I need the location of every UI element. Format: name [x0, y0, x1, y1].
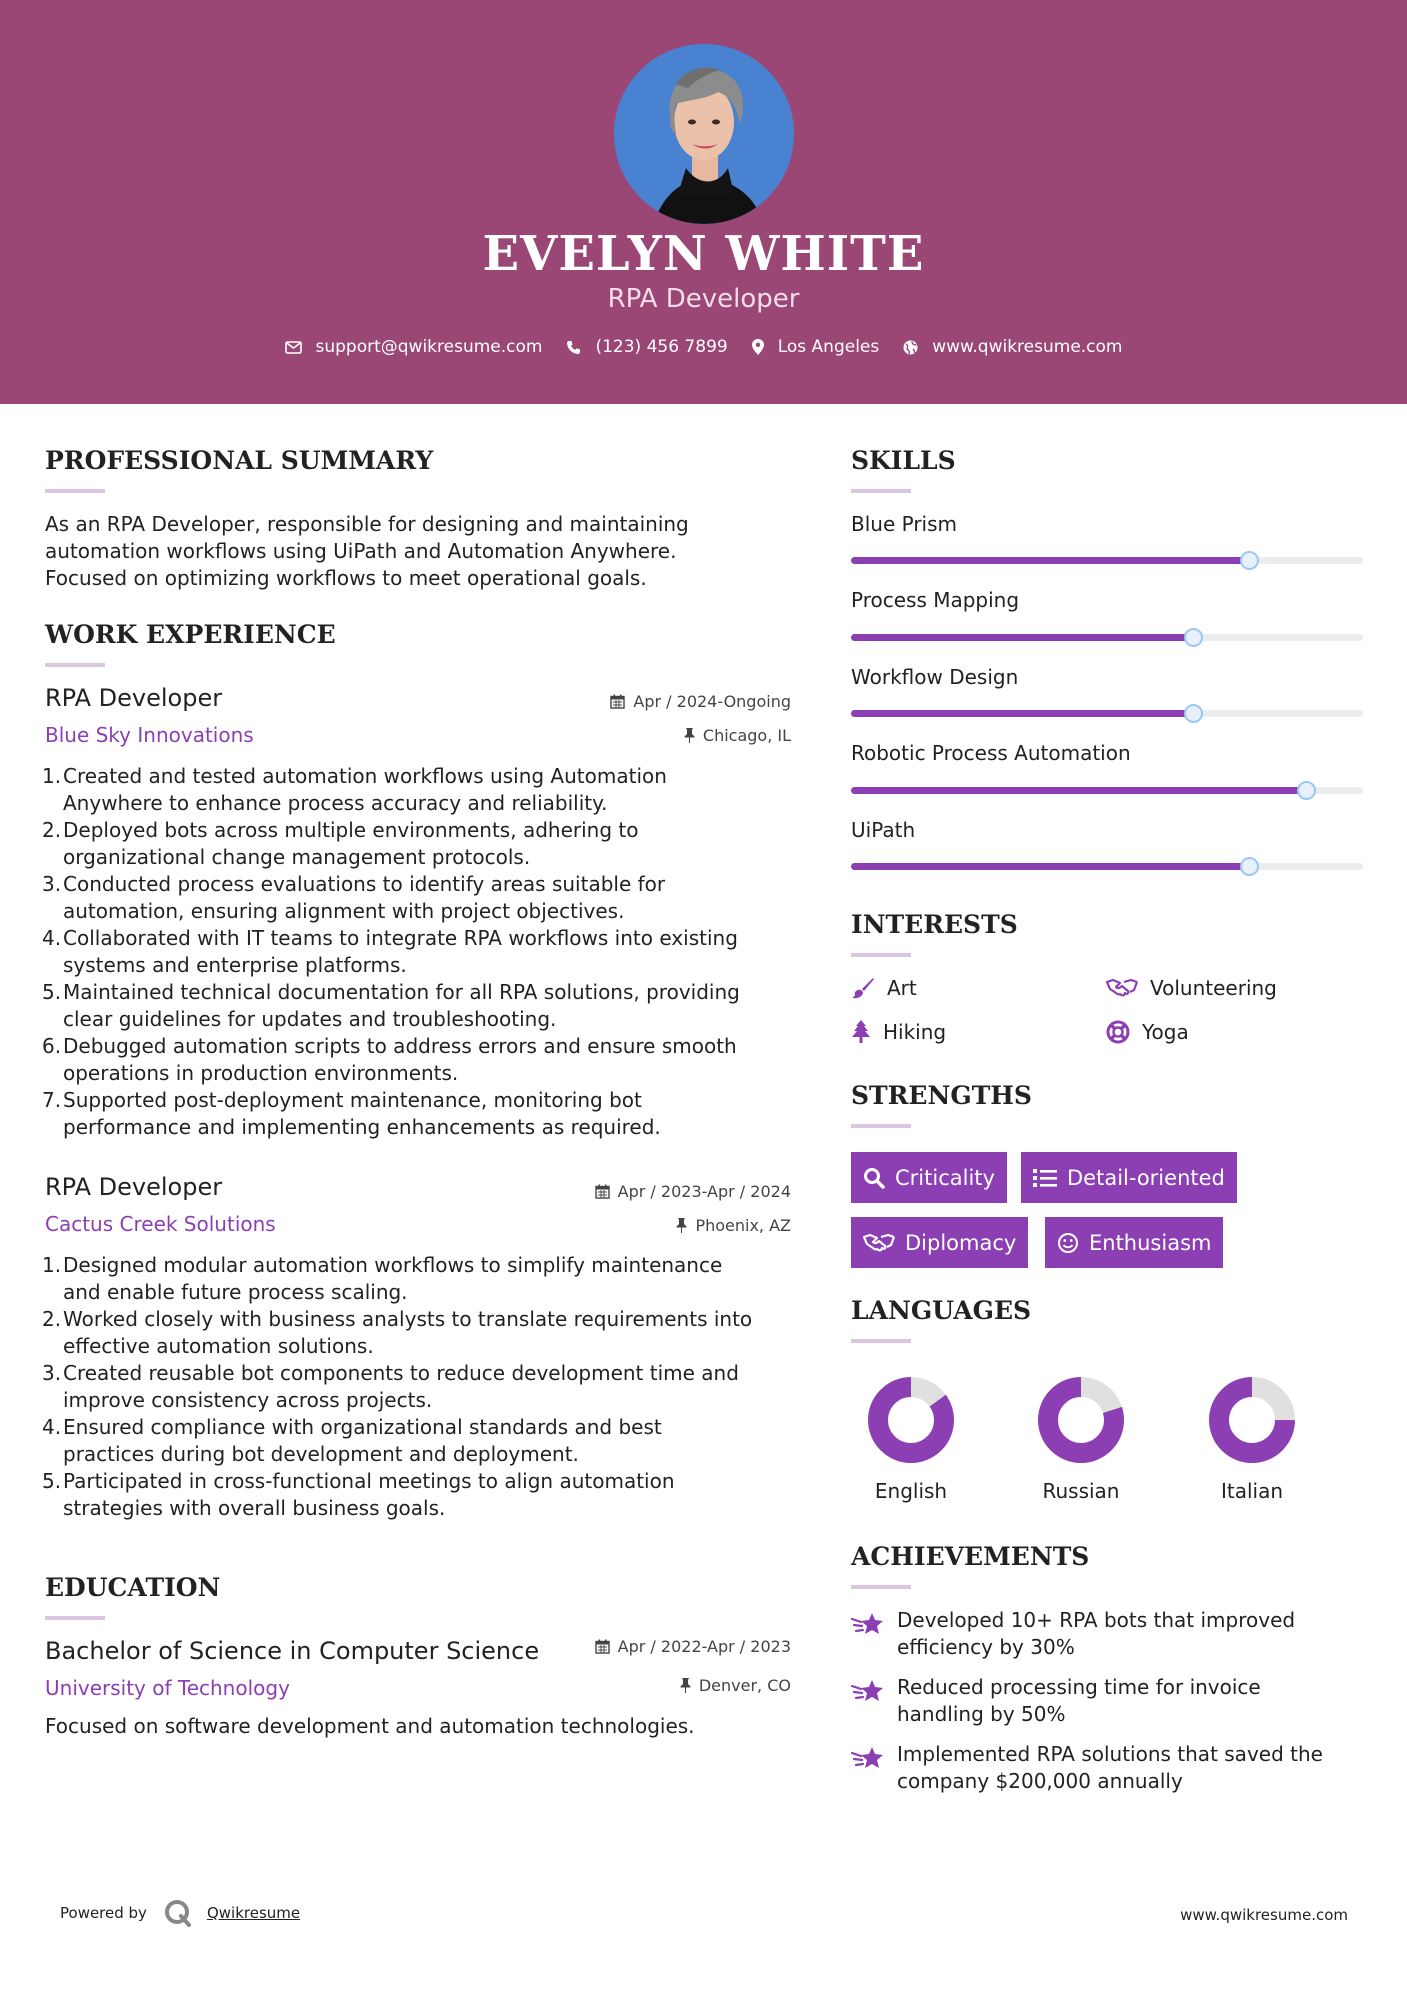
calendar-icon	[595, 1639, 610, 1654]
profile-photo	[614, 44, 794, 224]
paintbrush-icon	[851, 977, 875, 999]
language-donut	[1021, 1360, 1141, 1480]
location-text: Los Angeles	[777, 337, 880, 357]
summary-heading: PROFESSIONAL SUMMARY	[45, 446, 434, 475]
job-dates-text: Apr / 2024-Ongoing	[633, 692, 791, 711]
skill-bar-fill	[851, 863, 1250, 870]
languages-underline	[851, 1339, 911, 1343]
degree-title: Bachelor of Science in Computer Science	[45, 1637, 540, 1665]
skill-bar[interactable]	[851, 557, 1363, 564]
job-title: RPA Developer	[45, 684, 223, 712]
skill-name: Blue Prism	[851, 512, 958, 536]
calendar-icon	[595, 1184, 610, 1199]
contact-location	[752, 337, 880, 357]
skill-bar-fill	[851, 787, 1307, 794]
list-item: 5. Maintained technical documentation for all RPA solutions, providing clear guidelines for updates and troubleshooting.	[42, 980, 740, 1031]
strengths-heading: STRENGTHS	[851, 1081, 1032, 1110]
pushpin-icon	[680, 1678, 691, 1693]
strength-badge	[851, 1152, 1007, 1203]
list-item: 1. Designed modular automation workflows to simplify maintenance and enable future process scaling.	[42, 1253, 723, 1304]
interest-label: Art	[887, 976, 917, 1000]
list-item: 5. Participated in cross-functional meetings to align automation strategies with overall business goals.	[42, 1469, 675, 1520]
summary-line: automation workflows using UiPath and Automation Anywhere.	[45, 539, 677, 563]
education-dates-text: Apr / 2022-Apr / 2023	[617, 1637, 791, 1656]
pushpin-icon	[684, 728, 695, 743]
footer-powered-by	[60, 1898, 300, 1928]
skills-underline	[851, 489, 911, 493]
skill-bar-handle[interactable]	[1297, 781, 1316, 800]
language-name: Russian	[1042, 1479, 1120, 1503]
list-item: 4. Ensured compliance with organizational standards and best practices during bot development and deployment.	[42, 1415, 662, 1466]
education-underline	[45, 1616, 105, 1620]
job-location-text: Chicago, IL	[702, 726, 791, 745]
job-location	[500, 1216, 791, 1235]
shooting-star-icon	[851, 1745, 885, 1771]
envelope-icon	[285, 341, 302, 354]
education-location-text: Denver, CO	[698, 1676, 791, 1695]
list-item: 3. Conducted process evaluations to identify areas suitable for automation, ensuring alignment with project objectives.	[42, 872, 666, 923]
job-location-text: Phoenix, AZ	[695, 1216, 791, 1235]
interest-label: Yoga	[1142, 1020, 1189, 1044]
lifebuoy-icon	[1106, 1020, 1130, 1044]
candidate-name: EVELYN WHITE	[482, 226, 925, 282]
powered-by-text: Powered by	[60, 1904, 147, 1922]
job-location	[500, 726, 791, 745]
interest-label: Hiking	[883, 1020, 947, 1044]
interest-item	[851, 976, 917, 1000]
experience-heading: WORK EXPERIENCE	[45, 620, 336, 649]
skill-bar[interactable]	[851, 710, 1363, 717]
achievements-heading: ACHIEVEMENTS	[851, 1542, 1090, 1571]
tree-icon	[851, 1020, 871, 1044]
education-heading: EDUCATION	[45, 1573, 221, 1602]
strength-label: Detail-oriented	[1067, 1165, 1225, 1190]
website-text: www.qwikresume.com	[932, 337, 1123, 357]
contact-website[interactable]	[903, 337, 1122, 357]
contact-email[interactable]	[285, 337, 543, 357]
achievement-text: Implemented RPA solutions that saved the company $200,000 annually	[897, 1742, 1323, 1793]
qwikresume-logo-icon	[163, 1898, 193, 1928]
strength-badge	[1045, 1217, 1223, 1268]
interest-label: Volunteering	[1150, 976, 1277, 1000]
search-icon	[863, 1167, 885, 1189]
job-responsibilities	[42, 763, 805, 1141]
skill-bar-handle[interactable]	[1184, 628, 1203, 647]
skills-heading: SKILLS	[851, 446, 956, 475]
skill-bar-fill	[851, 557, 1250, 564]
header-banner	[0, 0, 1407, 404]
list-item: 4. Collaborated with IT teams to integrate RPA workflows into existing systems and enterprise platforms.	[42, 926, 738, 977]
strength-label: Criticality	[895, 1165, 995, 1190]
skill-bar-handle[interactable]	[1240, 857, 1259, 876]
pushpin-icon	[676, 1218, 687, 1233]
interests-underline	[851, 953, 911, 957]
language-donut	[851, 1360, 971, 1480]
achievement-text: Reduced processing time for invoice handling by 50%	[897, 1675, 1261, 1726]
strength-badge	[1021, 1152, 1237, 1203]
achievement-item	[851, 1674, 1261, 1728]
job-title: RPA Developer	[45, 1173, 223, 1201]
languages-heading: LANGUAGES	[851, 1296, 1032, 1325]
skill-name: Robotic Process Automation	[851, 741, 1131, 765]
email-text: support@qwikresume.com	[315, 337, 543, 357]
skill-bar-handle[interactable]	[1240, 551, 1259, 570]
job-dates	[500, 692, 791, 711]
phone-text: (123) 456 7899	[595, 337, 728, 357]
skill-bar[interactable]	[851, 634, 1363, 641]
achievement-item	[851, 1741, 1323, 1795]
list-item: 6. Debugged automation scripts to address errors and ensure smooth operations in production environments.	[42, 1034, 737, 1085]
handshake-icon	[1106, 978, 1138, 998]
language-donut	[1192, 1360, 1312, 1480]
language-name: English	[874, 1479, 948, 1503]
education-description: Focused on software development and automation technologies.	[45, 1714, 695, 1738]
list-item: 3. Created reusable bot components to reduce development time and improve consistency across projects.	[42, 1361, 739, 1412]
interest-item	[1106, 1020, 1189, 1044]
footer-website[interactable]: www.qwikresume.com	[1180, 1906, 1348, 1924]
company-name[interactable]: Blue Sky Innovations	[45, 723, 254, 747]
education-dates	[500, 1637, 791, 1656]
summary-text	[45, 511, 805, 592]
list-item: 2. Deployed bots across multiple environments, adhering to organizational change management protocols.	[42, 818, 639, 869]
brand-link[interactable]: Qwikresume	[206, 1904, 301, 1922]
job-dates	[500, 1182, 791, 1201]
handshake-icon	[863, 1233, 895, 1253]
company-name[interactable]: Cactus Creek Solutions	[45, 1212, 276, 1236]
summary-line: Focused on optimizing workflows to meet operational goals.	[45, 566, 647, 590]
phone-icon	[566, 340, 581, 355]
candidate-title: RPA Developer	[607, 284, 800, 314]
experience-underline	[45, 663, 105, 667]
avatar	[614, 44, 794, 224]
job-dates-text: Apr / 2023-Apr / 2024	[617, 1182, 791, 1201]
skill-bar-fill	[851, 710, 1194, 717]
list-item: 2. Worked closely with business analysts to translate requirements into effective automation solutions.	[42, 1307, 753, 1358]
skill-bar[interactable]	[851, 787, 1363, 794]
shooting-star-icon	[851, 1678, 885, 1704]
school-name[interactable]: University of Technology	[45, 1676, 290, 1700]
list-icon	[1033, 1168, 1057, 1188]
interest-item	[851, 1020, 946, 1044]
skill-name: Workflow Design	[851, 665, 1019, 689]
skill-name: Process Mapping	[851, 588, 1020, 612]
summary-line: As an RPA Developer, responsible for designing and maintaining	[45, 512, 689, 536]
contact-bar	[0, 337, 1407, 357]
skill-bar-fill	[851, 634, 1194, 641]
achievement-text: Developed 10+ RPA bots that improved efficiency by 30%	[897, 1608, 1296, 1659]
skill-name: UiPath	[851, 818, 916, 842]
list-item: 7. Supported post-deployment maintenance, monitoring bot performance and implementing enhancements as required.	[42, 1088, 661, 1139]
summary-underline	[45, 489, 105, 493]
smile-icon	[1057, 1232, 1079, 1254]
globe-icon	[903, 340, 918, 355]
job-responsibilities	[42, 1252, 805, 1522]
strength-badge	[851, 1217, 1028, 1268]
skill-bar[interactable]	[851, 863, 1363, 870]
achievements-underline	[851, 1585, 911, 1589]
language-name: Italian	[1220, 1479, 1284, 1503]
list-item: 1. Created and tested automation workflows using Automation Anywhere to enhance process accuracy and reliability.	[42, 764, 667, 815]
achievement-item	[851, 1607, 1295, 1661]
interest-item	[1106, 976, 1277, 1000]
contact-phone[interactable]	[566, 337, 727, 357]
strengths-underline	[851, 1124, 911, 1128]
interests-heading: INTERESTS	[851, 910, 1018, 939]
skill-bar-handle[interactable]	[1184, 704, 1203, 723]
calendar-icon	[610, 694, 625, 709]
education-location	[500, 1676, 791, 1695]
shooting-star-icon	[851, 1611, 885, 1637]
strength-label: Enthusiasm	[1089, 1230, 1212, 1255]
map-pin-icon	[752, 339, 764, 355]
strength-label: Diplomacy	[905, 1230, 1017, 1255]
